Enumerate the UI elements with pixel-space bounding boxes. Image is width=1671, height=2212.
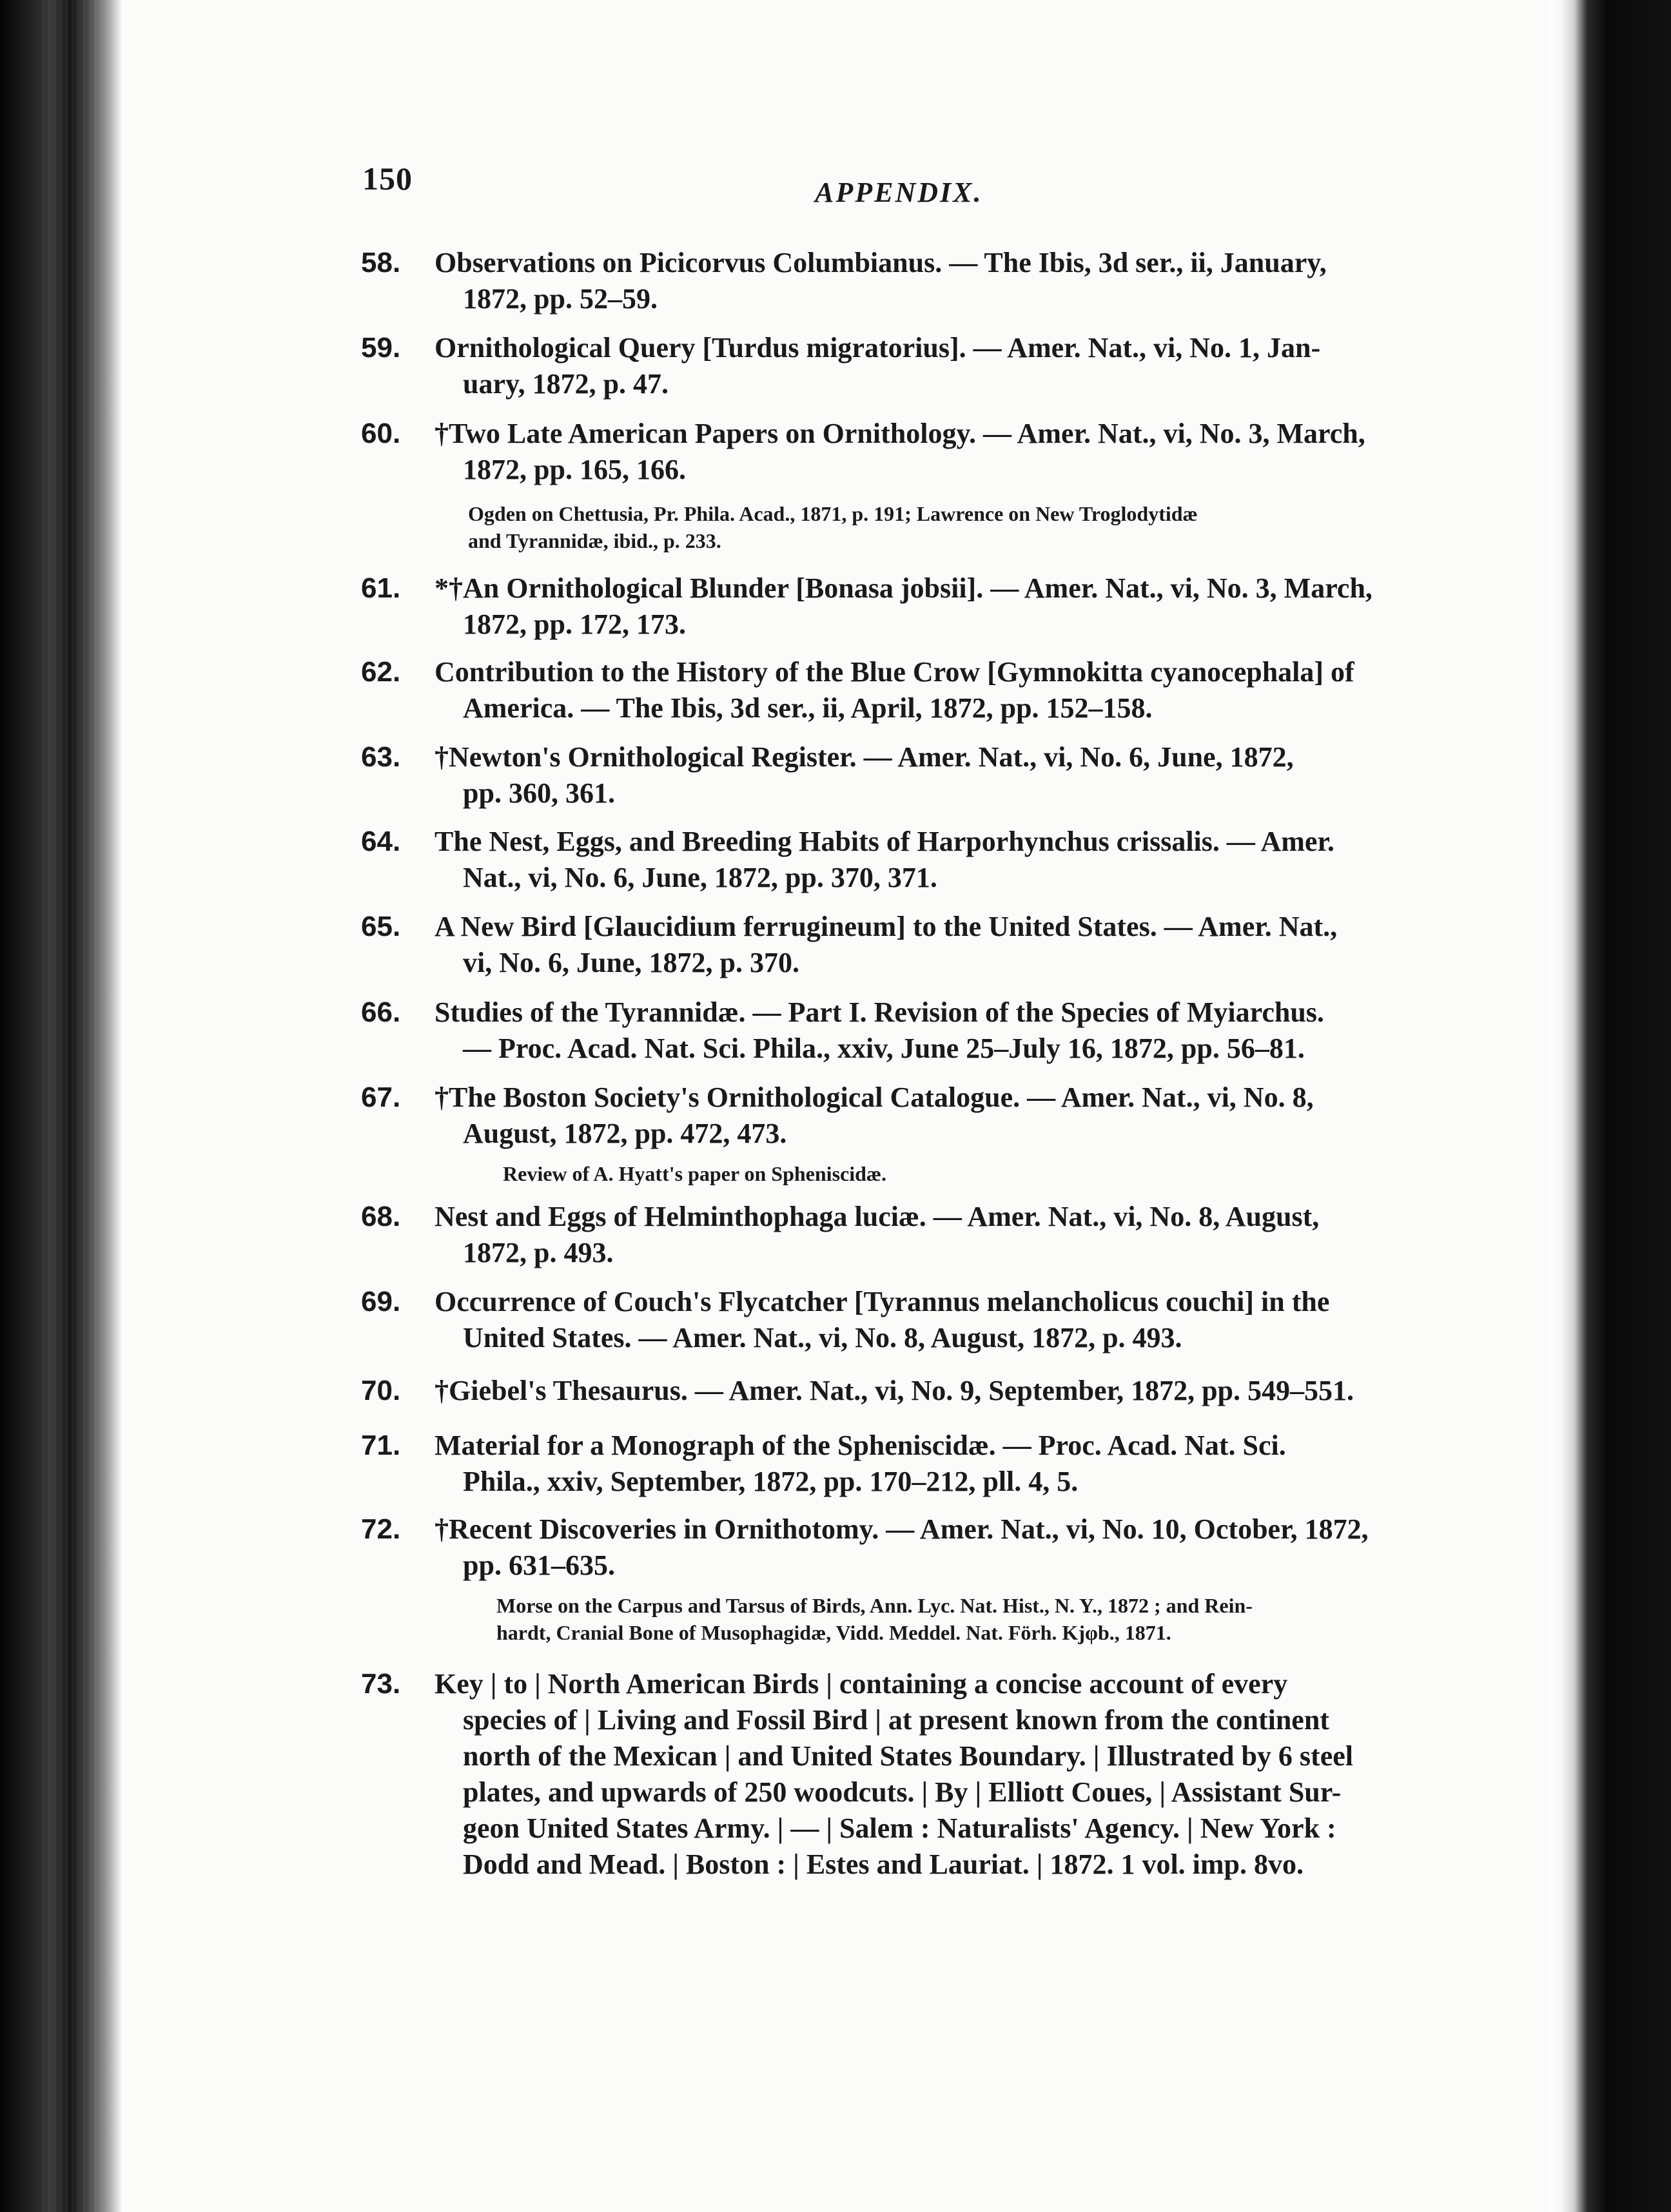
- entry-line: 1872, p. 493.: [463, 1237, 614, 1268]
- entry-line: †Newton's Ornithological Register. — Amer. Nat., vi, No. 6, June, 1872,: [435, 741, 1294, 773]
- entry-number: 68.: [361, 1201, 401, 1232]
- entry-71: [361, 1428, 1434, 1500]
- entry-line: pp. 360, 361.: [463, 777, 615, 809]
- entry-line: pp. 631–635.: [463, 1549, 615, 1581]
- entry-line: August, 1872, pp. 472, 473.: [463, 1118, 787, 1149]
- note-72: [496, 1592, 1463, 1646]
- entry-line: species of | Living and Fossil Bird | at present known from the continent: [463, 1704, 1329, 1736]
- entry-line: †The Boston Society's Ornithological Catalogue. — Amer. Nat., vi, No. 8,: [435, 1082, 1314, 1113]
- entry-line: plates, and upwards of 250 woodcuts. | By | Elliott Coues, | Assistant Sur-: [463, 1776, 1342, 1808]
- entry-67: [361, 1080, 1434, 1152]
- entry-line: Phila., xxiv, September, 1872, pp. 170–212, pll. 4, 5.: [463, 1466, 1079, 1497]
- note-60: [468, 500, 1435, 554]
- entry-line: Studies of the Tyrannidæ. — Part I. Revision of the Species of Myiarchus.: [435, 996, 1324, 1028]
- entry-69: [361, 1284, 1434, 1356]
- entry-59: [361, 330, 1434, 402]
- entry-line: Contribution to the History of the Blue Crow [Gymnokitta cyanocephala] of: [435, 656, 1354, 688]
- note-line: and Tyrannidæ, ibid., p. 233.: [468, 529, 721, 552]
- entry-68: [361, 1199, 1434, 1271]
- entry-line: Dodd and Mead. | Boston : | Estes and Lauriat. | 1872. 1 vol. imp. 8vo.: [463, 1848, 1304, 1880]
- entry-64: [361, 824, 1434, 896]
- entry-line: Nest and Eggs of Helminthophaga luciæ. — Amer. Nat., vi, No. 8, August,: [435, 1201, 1320, 1232]
- entry-line: north of the Mexican | and United States Boundary. | Illustrated by 6 steel: [463, 1740, 1353, 1772]
- entry-number: 65.: [361, 911, 401, 942]
- page-edge-shadow: [1549, 0, 1671, 2212]
- entry-66: [361, 994, 1434, 1067]
- entry-number: 64.: [361, 826, 401, 857]
- entry-line: — Proc. Acad. Nat. Sci. Phila., xxiv, June 25–July 16, 1872, pp. 56–81.: [463, 1033, 1305, 1064]
- entry-line: A New Bird [Glaucidium ferrugineum] to the United States. — Amer. Nat.,: [435, 911, 1338, 942]
- entry-line: Nat., vi, No. 6, June, 1872, pp. 370, 371.: [463, 862, 937, 893]
- note-line: Ogden on Chettusia, Pr. Phila. Acad., 1871, p. 191; Lawrence on New Troglodytidæ: [468, 502, 1198, 525]
- entry-line: Material for a Monograph of the Spheniscidæ. — Proc. Acad. Nat. Sci.: [435, 1430, 1286, 1461]
- entry-63: [361, 739, 1434, 811]
- entry-number: 59.: [361, 332, 401, 364]
- note-line: hardt, Cranial Bone of Musophagidæ, Vidd. Meddel. Nat. Förh. Kjφb., 1871.: [496, 1621, 1171, 1644]
- entry-number: 62.: [361, 656, 401, 688]
- entry-60: [361, 416, 1434, 488]
- entry-line: Ornithological Query [Turdus migratorius]. — Amer. Nat., vi, No. 1, Jan-: [435, 332, 1321, 364]
- entry-number: 66.: [361, 996, 401, 1028]
- entry-line: United States. — Amer. Nat., vi, No. 8, August, 1872, p. 493.: [463, 1322, 1182, 1353]
- entry-65: [361, 909, 1434, 981]
- note-line: Review of A. Hyatt's paper on Spheniscidæ.: [503, 1162, 887, 1185]
- entry-number: 61.: [361, 572, 401, 604]
- entry-line: uary, 1872, p. 47.: [463, 368, 669, 400]
- entry-number: 67.: [361, 1082, 401, 1113]
- entry-number: 72.: [361, 1513, 401, 1545]
- entry-72: [361, 1511, 1434, 1584]
- entry-61: [361, 570, 1434, 643]
- entry-number: 63.: [361, 741, 401, 773]
- entry-line: †Recent Discoveries in Ornithotomy. — Amer. Nat., vi, No. 10, October, 1872,: [435, 1513, 1369, 1545]
- entry-number: 69.: [361, 1286, 401, 1317]
- entry-line: Key | to | North American Birds | containing a concise account of every: [435, 1668, 1288, 1700]
- entry-line: †Giebel's Thesaurus. — Amer. Nat., vi, No. 9, September, 1872, pp. 549–551.: [435, 1375, 1354, 1406]
- entry-line: geon United States Army. | — | Salem : Naturalists' Agency. | New York :: [463, 1812, 1336, 1844]
- page-number: 150: [362, 160, 413, 197]
- entry-line: vi, No. 6, June, 1872, p. 370.: [463, 947, 799, 978]
- entry-number: 60.: [361, 418, 401, 449]
- entry-62: [361, 654, 1434, 726]
- entry-58: [361, 245, 1434, 317]
- running-title: APPENDIX.: [815, 177, 983, 208]
- entry-line: 1872, pp. 52–59.: [463, 283, 658, 315]
- entry-number: 58.: [361, 247, 401, 278]
- entry-line: The Nest, Eggs, and Breeding Habits of Harporhynchus crissalis. — Amer.: [435, 826, 1334, 857]
- entry-number: 71.: [361, 1430, 401, 1461]
- book-spine-texture: [39, 0, 97, 2212]
- entry-line: †Two Late American Papers on Ornithology. — Amer. Nat., vi, No. 3, March,: [435, 418, 1365, 449]
- entry-line: *†An Ornithological Blunder [Bonasa jobsii]. — Amer. Nat., vi, No. 3, March,: [435, 572, 1373, 604]
- entry-line: Observations on Picicorvus Columbianus. — The Ibis, 3d ser., ii, January,: [435, 247, 1327, 278]
- entry-70: [361, 1373, 1434, 1409]
- entry-73: [361, 1666, 1434, 1883]
- entry-line: 1872, pp. 172, 173.: [463, 608, 686, 640]
- entry-line: America. — The Ibis, 3d ser., ii, April, 1872, pp. 152–158.: [463, 692, 1153, 724]
- entry-line: Occurrence of Couch's Flycatcher [Tyrannus melancholicus couchi] in the: [435, 1286, 1330, 1317]
- note-line: Morse on the Carpus and Tarsus of Birds, Ann. Lyc. Nat. Hist., N. Y., 1872 ; and Rein-: [496, 1594, 1253, 1617]
- entry-number: 70.: [361, 1375, 401, 1406]
- note-67: [503, 1160, 1470, 1187]
- entry-number: 73.: [361, 1668, 401, 1700]
- entry-line: 1872, pp. 165, 166.: [463, 454, 686, 485]
